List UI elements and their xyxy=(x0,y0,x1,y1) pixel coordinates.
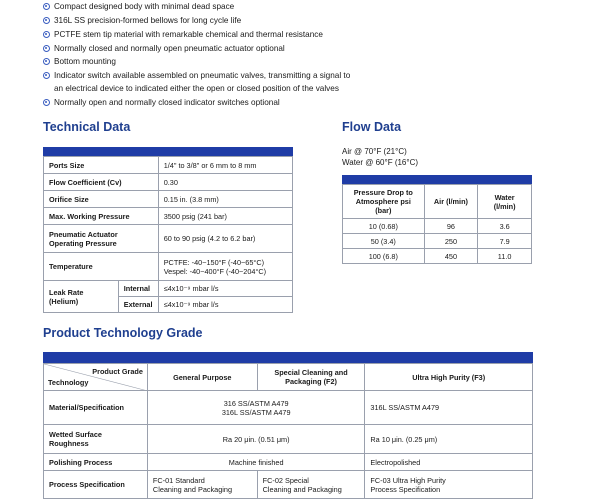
technical-data-table xyxy=(43,156,293,313)
table-row: Wetted Surface Roughness Ra 20 μin. (0.51 μm) Ra 10 μin. (0.25 μm) xyxy=(44,425,533,454)
flow-header-bar xyxy=(342,175,532,184)
table-row: Polishing Process Machine finished Electropolished xyxy=(44,454,533,471)
bullet-icon xyxy=(43,72,50,79)
bullet-icon xyxy=(43,45,50,52)
table-row: Material/Specification 316 SS/ASTM A479 316L SS/ASTM A479 316L SS/ASTM A479 xyxy=(44,391,533,425)
flow-data-title: Flow Data xyxy=(342,120,402,134)
air-condition: Air @ 70°F (21°C) xyxy=(342,147,407,156)
table-header-row: Pressure Drop to Atmosphere psi (bar) Air (l/min) Water (l/min) xyxy=(343,185,532,219)
table-row: 50 (3.4) 250 7.9 xyxy=(343,234,532,249)
technical-header-bar xyxy=(43,147,293,156)
table-row: Max. Working Pressure 3500 psig (241 bar) xyxy=(44,208,293,225)
bullet-icon xyxy=(43,3,50,10)
table-row: Process Specification FC-01 Standard Cleaning and Packaging FC-02 Special Cleaning and Packaging FC-03 Ultra High Purity Process Specification xyxy=(44,471,533,499)
table-row: 100 (6.8) 450 11.0 xyxy=(343,249,532,264)
flow-data-table xyxy=(342,184,532,264)
water-condition: Water @ 60°F (16°C) xyxy=(342,158,419,167)
grade-header-bar xyxy=(43,352,533,363)
bullet-icon xyxy=(43,31,50,38)
temperature-values: PCTFE: -40~150°F (-40~65°C) Vespel: -40~400°F (-40~204°C) xyxy=(158,253,292,281)
technical-data-title: Technical Data xyxy=(43,120,131,134)
grade-title: Product Technology Grade xyxy=(43,326,203,340)
table-row: Temperature PCTFE: -40~150°F (-40~65°C) Vespel: -40~400°F (-40~204°C) xyxy=(44,253,293,281)
table-row: External ≤4x10⁻⁹ mbar l/s xyxy=(44,297,293,313)
table-row: Flow Coefficient (Cv) 0.30 xyxy=(44,174,293,191)
table-row: Orifice Size 0.15 in. (3.8 mm) xyxy=(44,191,293,208)
bullet-icon xyxy=(43,58,50,65)
table-row: 10 (0.68) 96 3.6 xyxy=(343,219,532,234)
table-header-row: Product Grade Technology General Purpose Special Cleaning and Packaging (F2) Ultra High Purity (F3) xyxy=(44,364,533,391)
grade-table xyxy=(43,363,533,499)
table-row: Leak Rate (Helium) Internal ≤4x10⁻⁹ mbar l/s xyxy=(44,281,293,297)
table-row: Pneumatic Actuator Operating Pressure 60 to 90 psig (4.2 to 6.2 bar) xyxy=(44,225,293,253)
table-row: Ports Size 1/4" to 3/8" or 6 mm to 8 mm xyxy=(44,157,293,174)
bullet-icon xyxy=(43,99,50,106)
grade-corner-cell: Product Grade Technology xyxy=(44,364,148,391)
bullet-icon xyxy=(43,17,50,24)
